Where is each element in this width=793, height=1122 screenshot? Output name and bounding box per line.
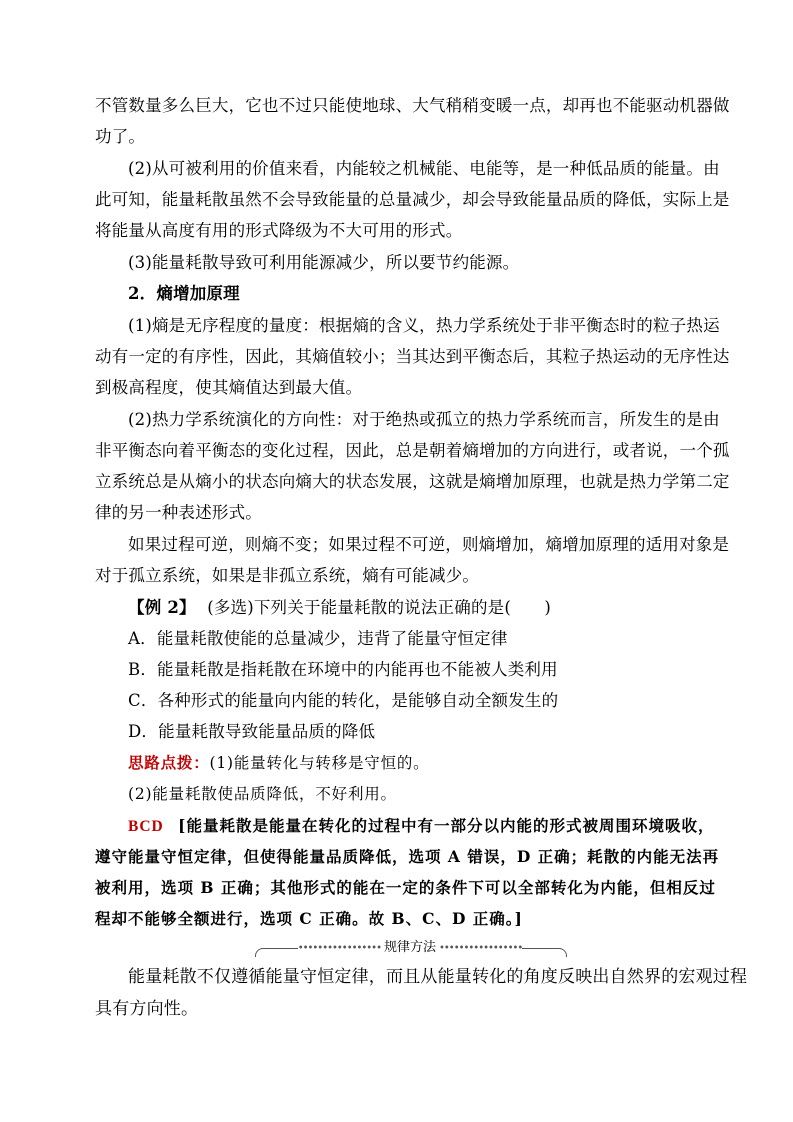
method-divider (255, 940, 565, 958)
option-d: D．能量耗散导致能量品质的降低 (128, 722, 376, 741)
option-b: B．能量耗散是指耗散在环境中的内能再也不能被人类利用 (128, 660, 558, 679)
divider-dots-left: ••••••••••••••••• (297, 943, 381, 954)
body-text-line: 不管数量多么巨大，它也不过只能使地球、大气稍稍变暖一点，却再也不能驱动机器做 (95, 96, 730, 115)
explanation-line: 程却不能够全额进行，选项 C 正确。故 B、C、D 正确。] (95, 909, 523, 928)
explanation-line: 遵守能量守恒定律，但使得能量品质降低，选项 A 错误，D 正确；耗散的内能无法再 (95, 847, 720, 866)
hint-line (128, 752, 429, 774)
answer-key: BCD (128, 818, 164, 835)
hint-text: (1)能量转化与转移是守恒的。 (209, 754, 430, 772)
explanation-text: [能量耗散是能量在转化的过程中有一部分以内能的形式被周围环境吸收， (178, 816, 715, 835)
body-text-line: 非平衡态向着平衡态的变化过程，因此，总是朝着熵增加的方向进行，或者说，一个孤 (95, 441, 730, 460)
body-text-line: 如果过程可逆，则熵不变；如果过程不可逆，则熵增加，熵增加原理的适用对象是 (128, 535, 730, 554)
body-text-line: (2)从可被利用的价值来看，内能较之机械能、电能等，是一种低品质的能量。由 (128, 159, 720, 178)
summary-line: 具有方向性。 (95, 999, 199, 1019)
answer-line (128, 815, 714, 838)
section-heading: 2．熵增加原理 (128, 284, 240, 303)
explanation-line: 被利用，选项 B 正确；其他形式的能在一定的条件下可以全部转化为内能，但相反过 (95, 878, 716, 897)
divider-label: 规律方法 (381, 940, 439, 955)
option-c: C．各种形式的能量向内能的转化，是能够自动全额发生的 (128, 691, 559, 710)
body-text-line: (2)热力学系统演化的方向性：对于绝热或孤立的热力学系统而言，所发生的是由 (128, 410, 720, 429)
body-text-line: 将能量从高度有用的形式降级为不大可用的形式。 (95, 221, 463, 240)
hint-label: 思路点拨： (128, 753, 210, 772)
body-text-line: 立系统总是从熵小的状态向熵大的状态发展，这就是熵增加原理，也就是热力学第二定 (95, 472, 730, 491)
example-question: (多选)下列关于能量耗散的说法正确的是( ) (207, 598, 552, 617)
divider-dots-right: ••••••••••••••••• (439, 943, 523, 954)
example-tag: 【例 2】 (128, 598, 196, 617)
body-text-line: 到极高程度，使其熵值达到最大值。 (95, 378, 363, 397)
summary-line: 能量耗散不仅遵循能量守恒定律，而且从能量转化的角度反映出自然界的宏观过程 (128, 967, 748, 987)
body-text-line: 对于孤立系统，如果是非孤立系统，熵有可能减少。 (95, 566, 480, 585)
body-text-line: 动有一定的有序性，因此，其熵值较小；当其达到平衡态后，其粒子热运动的无序性达 (95, 347, 730, 366)
body-text-line: 律的另一种表述形式。 (95, 503, 262, 522)
body-text-line: 此可知，能量耗散虽然不会导致能量的总量减少，却会导致能量品质的降低，实际上是 (95, 190, 730, 209)
body-text-line: (3)能量耗散导致可利用能源减少，所以要节约能源。 (128, 253, 520, 272)
example-stem (128, 597, 551, 619)
body-text-line: (1)熵是无序程度的量度：根据熵的含义，热力学系统处于非平衡态时的粒子热运 (128, 316, 720, 335)
hint-line: (2)能量耗散使品质降低，不好利用。 (128, 785, 397, 803)
body-text-line: 功了。 (95, 127, 146, 146)
option-a: A．能量耗散使能的总量减少，违背了能量守恒定律 (128, 629, 508, 648)
